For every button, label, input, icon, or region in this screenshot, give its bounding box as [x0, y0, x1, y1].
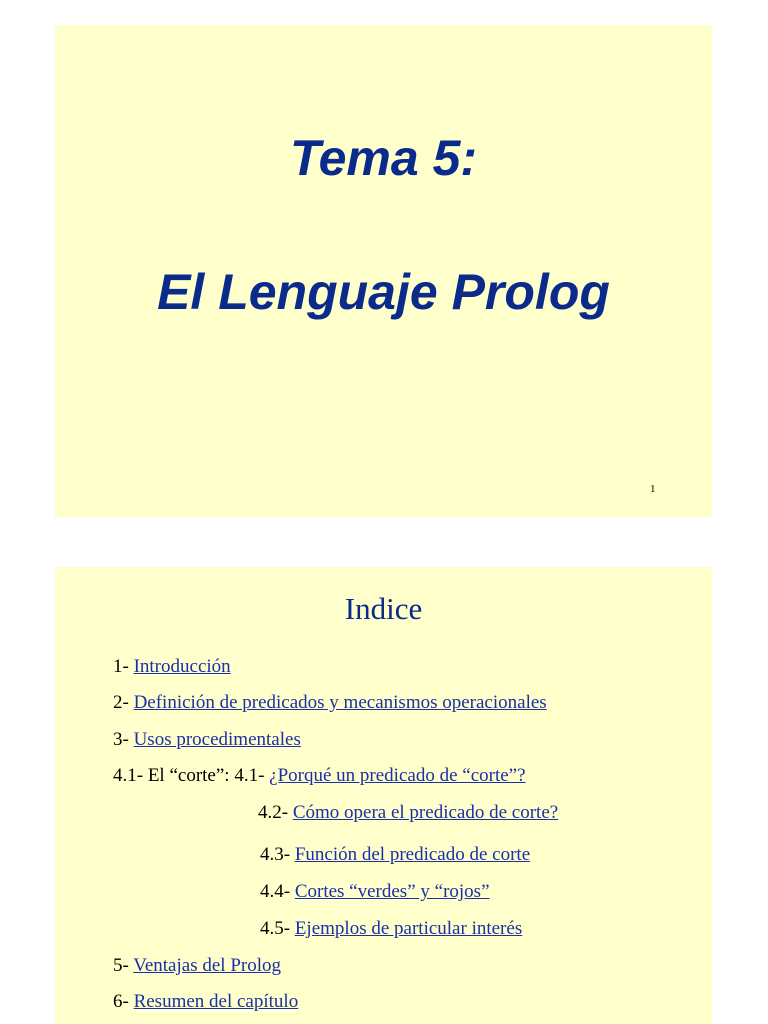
page-number: 1 — [650, 483, 656, 495]
toc-item-4-1 — [113, 764, 526, 788]
toc-item-1 — [113, 655, 231, 679]
toc-number: 3- — [113, 729, 134, 750]
toc-item-4-4 — [260, 880, 490, 904]
index-slide — [55, 567, 712, 1024]
toc-number: 1- — [113, 656, 134, 677]
toc-number: 5- — [113, 955, 134, 976]
slide-title-line-2: El Lenguaje Prolog — [157, 264, 610, 320]
toc-link-usos[interactable]: Usos procedimentales — [133, 729, 301, 750]
toc-item-3 — [113, 728, 301, 752]
toc-link-definicion[interactable]: Definición de predicados y mecanismos operacionales — [133, 692, 547, 713]
toc-number: 6- — [113, 991, 134, 1012]
toc-item-4-5 — [260, 917, 522, 941]
toc-item-6 — [113, 990, 298, 1014]
toc-number: 4.4- — [260, 881, 295, 902]
toc-link-como-opera[interactable]: Cómo opera el predicado de corte? — [292, 802, 559, 823]
slide-title-line-1: Tema 5: — [289, 130, 478, 186]
toc-number: 4.3- — [260, 844, 295, 865]
toc-item-4-2 — [258, 801, 558, 825]
toc-link-ejemplos[interactable]: Ejemplos de particular interés — [294, 918, 523, 939]
toc-item-2 — [113, 691, 547, 715]
toc-item-4-3 — [260, 843, 530, 867]
toc-item-5 — [113, 954, 281, 978]
toc-link-resumen[interactable]: Resumen del capítulo — [133, 991, 299, 1012]
toc-number: 2- — [113, 692, 134, 713]
toc-number: 4.1- El “corte”: 4.1- — [113, 765, 270, 786]
toc-link-ventajas[interactable]: Ventajas del Prolog — [133, 955, 281, 976]
toc-number: 4.5- — [260, 918, 295, 939]
toc-link-porque-corte[interactable]: ¿Porqué un predicado de “corte”? — [269, 765, 526, 786]
toc-link-introduccion[interactable]: Introducción — [133, 656, 231, 677]
toc-link-cortes-verdes-rojos[interactable]: Cortes “verdes” y “rojos” — [294, 881, 490, 902]
index-heading: Indice — [344, 591, 423, 626]
title-slide — [55, 25, 712, 517]
toc-link-funcion[interactable]: Función del predicado de corte — [294, 844, 531, 865]
toc-number: 4.2- — [258, 802, 293, 823]
